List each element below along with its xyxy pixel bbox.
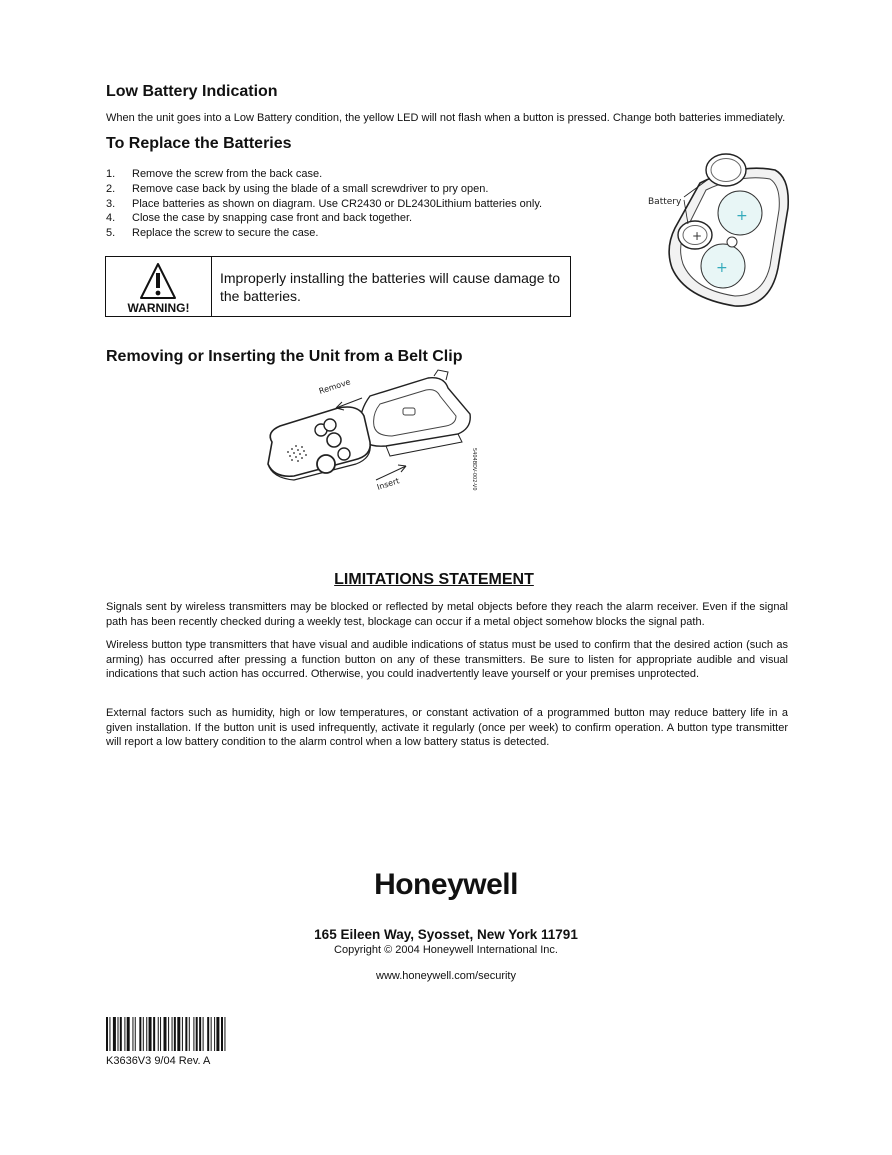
barcode-bar <box>216 1017 219 1051</box>
barcode-bar <box>118 1017 119 1051</box>
limitations-title: LIMITATIONS STATEMENT <box>334 571 534 588</box>
warning-triangle-icon <box>138 261 178 301</box>
belt-clip-diagram <box>258 368 488 500</box>
svg-text:+: + <box>692 229 703 243</box>
barcode <box>106 1017 298 1051</box>
barcode-bar <box>153 1017 155 1051</box>
barcode-bar <box>185 1017 187 1051</box>
belt-clip-heading: Removing or Inserting the Unit from a Belt Clip <box>106 348 463 365</box>
svg-text:Insert: Insert <box>375 476 401 492</box>
replace-batteries-heading: To Replace the Batteries <box>106 135 292 152</box>
warning-icon-cell <box>106 257 212 316</box>
barcode-bar <box>172 1017 173 1051</box>
list-item: 5. Replace the screw to secure the case. <box>106 227 319 240</box>
svg-text:+: + <box>716 260 728 276</box>
barcode-bar <box>174 1017 176 1051</box>
svg-text:Battery: Battery <box>648 197 682 207</box>
barcode-bar <box>109 1017 110 1051</box>
barcode-bar <box>135 1017 136 1051</box>
company-address: 165 Eileen Way, Syosset, New York 11791 <box>314 927 578 942</box>
barcode-bar <box>168 1017 169 1051</box>
barcode-bar <box>189 1017 190 1051</box>
barcode-bar <box>196 1017 198 1051</box>
limitations-paragraph-3: External factors such as humidity, high or low temperatures, or constant activation of a programmed button may reduce battery life in a given installation. If the button unit is used infrequently, activate it regularly (once per week) to confirm operation. A button type transmitter will report a low battery condition to the alarm control when a low battery status is detected. <box>106 707 788 749</box>
barcode-bar <box>207 1017 209 1051</box>
barcode-bar <box>113 1017 116 1051</box>
barcode-bar <box>164 1017 167 1051</box>
limitations-paragraph-2: Wireless button type transmitters that have visual and audible indications of status must be used to confirm that the desired action (such as arming) has occurred after pressing a function button on any of these transmitters. Be sure to listen for appropriate audible and visual indications that such action has occurred. Otherwise, you could inadvertently leave yourself or your premises unprotected. <box>106 639 788 681</box>
svg-text:5404BDV-002-V0: 5404BDV-002-V0 <box>471 448 477 491</box>
warning-text: Improperly installing the batteries will cause damage to the batteries. <box>220 270 561 304</box>
document-code: K3636V3 9/04 Rev. A <box>106 1055 211 1067</box>
barcode-bar <box>160 1017 161 1051</box>
barcode-bar <box>127 1017 130 1051</box>
barcode-bar <box>149 1017 152 1051</box>
barcode-bar <box>120 1017 122 1051</box>
website-text: www.honeywell.com/security <box>376 970 516 982</box>
barcode-bar <box>158 1017 159 1051</box>
barcode-bar <box>139 1017 141 1051</box>
list-item: 3. Place batteries as shown on diagram. Use CR2430 or DL2430Lithium batteries only. <box>106 197 543 210</box>
svg-text:Remove: Remove <box>317 377 352 396</box>
barcode-bar <box>199 1017 201 1051</box>
barcode-bar <box>203 1017 204 1051</box>
list-item: 4. Close the case by snapping case front and back together. <box>106 212 413 225</box>
battery-diagram <box>640 148 800 318</box>
barcode-bar <box>211 1017 212 1051</box>
low-battery-text: When the unit goes into a Low Battery condition, the yellow LED will not flash when a button is pressed. Change both batteries immediately. <box>106 112 786 124</box>
list-item: 2. Remove case back by using the blade of a small screwdriver to pry open. <box>106 182 489 195</box>
barcode-bar <box>132 1017 133 1051</box>
barcode-bar <box>177 1017 180 1051</box>
barcode-bar <box>124 1017 125 1051</box>
barcode-bar <box>193 1017 194 1051</box>
barcode-bar <box>106 1017 108 1051</box>
barcode-bar <box>143 1017 144 1051</box>
low-battery-heading: Low Battery Indication <box>106 83 278 100</box>
copyright-text: Copyright © 2004 Honeywell International Inc. <box>334 944 558 956</box>
replace-steps-list <box>106 167 606 241</box>
list-item: 1. Remove the screw from the back case. <box>106 168 323 180</box>
barcode-bar <box>182 1017 183 1051</box>
warning-box <box>105 256 571 317</box>
limitations-paragraph-1: Signals sent by wireless transmitters may be blocked or reflected by metal objects before they reach the alarm receiver. Even if the signal path has been recently checked during a weekly test, blockage can occur if a metal object somehow blocks the signal path. <box>106 601 788 628</box>
barcode-bar <box>146 1017 147 1051</box>
warning-label: WARNING! <box>127 301 190 315</box>
barcode-bar <box>214 1017 215 1051</box>
svg-text:+: + <box>736 208 748 224</box>
barcode-bar <box>221 1017 223 1051</box>
brand-logo: Honeywell <box>374 868 518 901</box>
barcode-bar <box>224 1017 225 1051</box>
